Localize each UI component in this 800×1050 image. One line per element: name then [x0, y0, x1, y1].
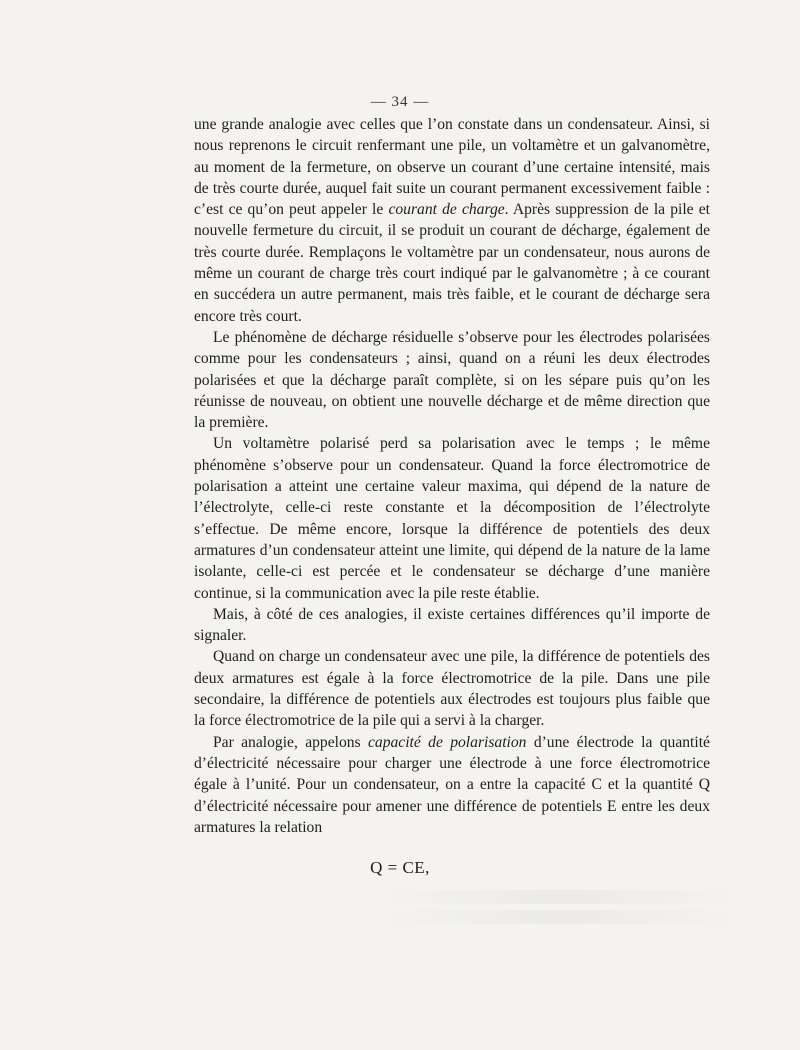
italic-term: courant de charge — [388, 201, 505, 219]
paragraph — [194, 433, 710, 603]
paragraph — [194, 114, 710, 327]
bleed-through-shadow — [380, 890, 740, 904]
text-run: d’une électrode la quantité d’électricité nécessaire pour charger une électrode à une force électromotrice égale à l’unité. Pour un condensateur, on a entre la capacité C et la quantité Q d’électricité nécessaire pour amener une différence de potentiels E entre les deux armatures la relation — [194, 733, 710, 836]
body-text — [194, 114, 710, 838]
text-run: Par analogie, appelons — [213, 733, 368, 751]
italic-term: capacité de polarisation — [367, 733, 527, 751]
page-number: — 34 — — [370, 94, 430, 110]
formula: Q = CE, — [370, 858, 430, 877]
text-run: Le phénomène de décharge résiduelle s’observe pour les électrodes polarisées comme pour les condensateurs ; ainsi, quand on a réuni les deux électrodes polarisées et que la décharge paraît complète, si on les sépare puis qu’on les réunisse de nouveau, on obtient une nouvelle décharge et de même direction que la première. — [194, 328, 710, 432]
text-run: . Après suppression de la pile et nouvelle fermeture du circuit, il se produit un courant de décharge, également de très courte durée. Remplaçons le voltamètre par un condensateur, nous aurons de même un courant de charge très court indiqué par le galvanomètre ; à ce courant en succédera un autre permanent, mais très faible, et le courant de décharge sera encore très court. — [194, 201, 710, 325]
text-run: Mais, à côté de ces analogies, il existe certaines différences qu’il importe de signaler. — [194, 605, 710, 645]
paragraph — [194, 732, 710, 838]
bleed-through-shadow — [380, 910, 740, 924]
paragraph — [194, 646, 710, 731]
text-run: Quand on charge un condensateur avec une pile, la différence de potentiels des deux armatures est égale à la force électromotrice de la pile. Dans une pile secondaire, la différence de potentiels aux électrodes est toujours plus faible que la force électromotrice de la pile qui a servi à la charger. — [194, 648, 710, 730]
text-run: une grande analogie avec celles que l’on constate dans un condensateur. Ainsi, si nous reprenons le circuit renfermant une pile, un voltamètre et un galvanomètre, au moment de la fermeture, on observe un courant d’une certaine intensité, mais de très courte durée, auquel fait suite un courant permanent excessivement faible : c’est ce qu’on peut appeler le — [194, 116, 710, 219]
paragraph — [194, 327, 710, 433]
paragraph — [194, 604, 710, 647]
text-run: Un voltamètre polarisé perd sa polarisation avec le temps ; le même phénomène s’observe pour un condensateur. Quand la force électromotrice de polarisation a atteint une certaine valeur maxima, qui dépend de la nature de l’électrolyte, celle-ci reste constante et la décomposition de l’électrolyte s’effectue. De même encore, lorsque la différence de potentiels des deux armatures d’un condensateur atteint une limite, qui dépend de la nature de la lame isolante, celle-ci est percée et le condensateur se décharge d’une manière continue, si la communication avec la pile reste établie. — [194, 435, 710, 602]
